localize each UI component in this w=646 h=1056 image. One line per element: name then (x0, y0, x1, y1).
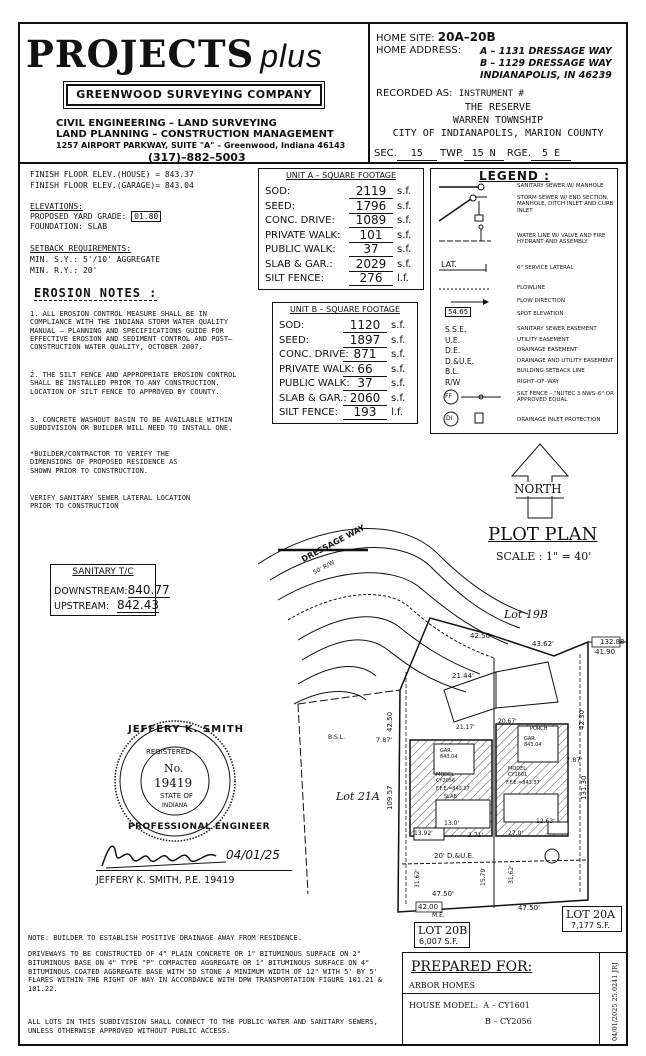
dim-130: 13.0' (444, 820, 460, 827)
legend-abbr-desc: BUILDING SETBACK LINE (517, 368, 585, 374)
company-name: GREENWOOD SURVEYING COMPANY (66, 84, 322, 106)
lot-20a-sf: 7,177 S.F. (571, 921, 610, 930)
signature-icon (96, 838, 236, 874)
unit-a-row-label: SILT FENCE: (265, 273, 324, 284)
prepared-for-box (402, 952, 628, 1046)
legend-abbr-code: B.L. (445, 367, 460, 376)
dim-13130: 131.30 (580, 775, 588, 800)
me-label: M.E. (432, 912, 445, 919)
unit-b-row (273, 407, 417, 421)
ffe-garage: FINISH FLOOR ELEV.(GARAGE)= 843.04 (30, 181, 194, 190)
unit-b-row-value: 193 (343, 405, 387, 420)
erosion-note-5: VERIFY SANITARY SEWER LATERAL LOCATION PRIOR TO CONSTRUCTION (30, 494, 191, 511)
unit-a-row (259, 256, 423, 273)
unit-a-row-value: 2119 (349, 184, 393, 199)
legend-ff-symbol: FF (445, 393, 452, 400)
downstream: DOWNSTREAM:840.77 (54, 583, 170, 597)
dim-2117: 21.17' (456, 724, 475, 731)
dim-2571: 2.71' (468, 832, 484, 839)
site-info-block (368, 22, 628, 164)
dim-4362: 43.62' (532, 640, 554, 648)
erosion-heading: EROSION NOTES : (34, 286, 158, 300)
unit-a-row (259, 273, 423, 287)
legend-abbr-code: S.S.E. (445, 325, 467, 334)
street-name: DRESSAGE WAY (300, 523, 367, 564)
sanitary-box (50, 564, 170, 616)
lot-20b-sf: 6,007 S.F. (419, 937, 458, 946)
dim-270: 27.0' (508, 830, 524, 837)
company-block (18, 22, 370, 164)
unit-b-row-label: CONC. DRIVE: (279, 349, 349, 360)
seal-state: INDIANA (162, 802, 188, 809)
ffe-house: FINISH FLOOR ELEV.(HOUSE) = 843.37 (30, 170, 194, 179)
unit-b-row-label: SLAB & GAR.: (279, 392, 347, 404)
seal-number: 19419 (154, 776, 193, 790)
min-rear-yard: MIN. R.Y.: 20' (30, 266, 98, 275)
legend-abbr-desc: UTILITY EASEMENT (517, 336, 570, 343)
home-address-a: A – 1131 DRESSAGE WAY (480, 46, 612, 57)
unit-a-row (259, 227, 423, 244)
brand-logo: PROJECTS plus (26, 32, 323, 76)
dim-4750a: 47.50' (432, 890, 454, 898)
home-address-b: B – 1129 DRESSAGE WAY (480, 58, 612, 69)
due-label: 20' D.&U.E. (434, 852, 475, 860)
foundation: FOUNDATION: SLAB (30, 222, 108, 231)
prepared-stamp: 04/01/2025 25.0241 JRJ (611, 962, 619, 1041)
company-phone: (317)–882–5003 (148, 151, 246, 164)
legend-abbr-desc: DRAINAGE EASEMENT (517, 347, 578, 353)
unit-a-row-unit: l.f. (397, 273, 409, 284)
signature-date: 04/01/25 (226, 848, 280, 862)
legend-abbr-code: R/W (445, 377, 461, 387)
erosion-note-4: *BUILDER/CONTRACTOR TO VERIFY THE DIMENSIONS OF PROPOSED RESIDENCE AS SHOWN PRIOR TO CONSTRUCTION. (30, 450, 178, 475)
seal-no: No. (164, 762, 184, 775)
legend-title: LEGEND : (479, 169, 550, 183)
township-name: WARREN TOWNSHIP (452, 115, 544, 126)
bsl-label: B.S.L. (328, 734, 345, 741)
legend-service-lateral: 6" SERVICE LATERAL (517, 265, 574, 271)
street-rw: 50' R/W (312, 559, 336, 577)
model-a: MODEL: CY2056 (436, 772, 456, 784)
unit-a-row (259, 186, 423, 200)
services-line-1: CIVIL ENGINEERING – LAND SURVEYING (56, 118, 277, 129)
legend-abbr-code: D.E. (445, 346, 461, 355)
unit-a-row-value: 101 (349, 228, 393, 243)
unit-a-row (259, 198, 423, 215)
legend-flowline: FLOWLINE (517, 285, 546, 291)
elevations-heading: ELEVATIONS: (30, 202, 83, 211)
legend-flow-direction: FLOW DIRECTION (517, 298, 565, 304)
dim-1263: 12.63' (536, 818, 555, 825)
unit-a-row (259, 215, 423, 229)
unit-b-row-value: 871 (343, 347, 387, 362)
lot-21a: Lot 21A (336, 790, 380, 803)
porch-label: PORCH (530, 726, 548, 732)
unit-b-row-unit: l.f. (391, 407, 403, 418)
seal-name: JEFFERY K. SMITH (128, 724, 245, 735)
prepared-builder: ARBOR HOMES (409, 981, 475, 990)
gar-b: GAR. 843.04 (524, 736, 542, 748)
unit-b-row-unit: s.f. (391, 320, 406, 331)
dim-4230: 42.30 (578, 709, 586, 730)
dim-1392: 13.92' (414, 830, 433, 837)
legend-drainage-inlet: DRAINAGE INLET PROTECTION (517, 417, 601, 423)
plot-plan-scale: SCALE : 1" = 40' (496, 550, 592, 563)
erosion-note-2: 2. THE SILT FENCE AND APPROPRIATE EROSION CONTROL SHALL BE INSTALLED PRIOR TO ANY CONSTRUCTION. LOCATION OF SILT FENCE TO APPROVED BY COUNTY. (30, 371, 237, 396)
unit-b-title: UNIT B – SQUARE FOOTAGE (289, 305, 401, 314)
legend-silt-fence: SILT FENCE – "NUTEC 3 NWS–6" OR APPROVED EQUAL (517, 391, 614, 404)
services-line-2: LAND PLANNING – CONSTRUCTION MANAGEMENT (56, 129, 334, 140)
note-driveways: DRIVEWAYS TO BE CONSTRUCTED OF 4" PLAIN CONCRETE OR 1" BITUMINOUS SURFACE ON 2" BITUMINOUS BASE ON 4" TYPE "P" COMPACTED AGGREGATE OR 1" BITUMINOUS SURFACE ON 4" BITUMINOUS COATED AGGREGATE BASE WITH 5D STONE A MINIMUM WIDTH OF 12" WITH 5' BY 5' FLARES WITHIN THE RIGHT OF WAY IN ACCORDANCE WITH DPW TRANSPORTATION FIGURE 101.21 & 101.22. (28, 950, 383, 993)
section-township-range: SEC. 15 TWP. 15 N RGE. 5 E (374, 148, 571, 161)
unit-b-row-unit: s.f. (391, 392, 406, 404)
min-side-yard: MIN. S.Y.: 5'/10' AGGREGATE (30, 255, 161, 264)
company-address: 1257 AIRPORT PARKWAY, SUITE "A" – Greenwood, Indiana 46143 (56, 141, 346, 150)
sanitary-title: SANITARY T/C (72, 567, 134, 577)
city-county: CITY OF INDIANAPOLIS, MARION COUNTY (392, 128, 604, 139)
unit-b-row-value: 37 (343, 376, 387, 391)
subdivision-name: THE RESERVE (464, 102, 532, 113)
legend-lat: LAT. (441, 260, 457, 269)
legend-spot-elevation: SPOT ELEVATION (517, 311, 564, 317)
signature-name: JEFFERY K. SMITH, P.E. 19419 (96, 875, 235, 886)
unit-a-row-value: 276 (349, 271, 393, 286)
unit-b-row-value: 1120 (343, 318, 387, 333)
unit-a-table (258, 168, 424, 290)
prepared-model-b: B – CY2056 (485, 1017, 532, 1026)
home-address-label: HOME ADDRESS: (376, 45, 462, 56)
lot-20b-label: LOT 20B (418, 924, 468, 937)
unit-b-row-label: PRIVATE WALK: (279, 363, 355, 375)
slab-label: SLAB (444, 794, 457, 800)
ffe-b: F.F.E.=843.37 (506, 780, 540, 786)
unit-b-row-value: 2060 (343, 391, 387, 406)
yard-grade: PROPOSED YARD GRADE: 01.80 (30, 212, 161, 221)
home-address-city: INDIANAPOLIS, IN 46239 (480, 70, 612, 81)
dim-2144: 21.44' (452, 672, 474, 680)
legend-abbr-desc: SANITARY SEWER EASEMENT (517, 326, 597, 332)
unit-b-row-value: 66 (343, 362, 387, 377)
legend-storm-sewer: STORM SEWER W/ END SECTION, MANHOLE, DITCH INLET AND CURB INLET (517, 195, 614, 214)
prepared-stamp-divider (599, 953, 600, 1045)
unit-a-row-value: 37 (349, 242, 393, 257)
prepared-title: PREPARED FOR: (411, 959, 533, 975)
dim-4190: 41.90 (595, 648, 616, 656)
plot-plan-drawing (258, 494, 628, 930)
unit-b-row-unit: s.f. (391, 363, 406, 375)
dim-3162b: 31.62' (508, 865, 515, 884)
dim-10957: 109.57 (386, 785, 394, 810)
unit-a-row-unit: s.f. (397, 229, 412, 241)
legend-abbr-code: D.&U.E. (445, 356, 475, 366)
unit-a-row-value: 2029 (349, 257, 393, 272)
unit-a-row-unit: s.f. (397, 244, 412, 255)
unit-a-row-unit: s.f. (397, 258, 412, 270)
dim-3162a: 31.62' (414, 869, 421, 888)
unit-a-row-value: 1796 (349, 199, 393, 214)
unit-b-row-label: PUBLIC WALK: (279, 378, 350, 389)
unit-a-row-label: CONC. DRIVE: (265, 215, 335, 226)
unit-b-row-label: SILT FENCE: (279, 407, 338, 418)
unit-a-title: UNIT A – SQUARE FOOTAGE (285, 171, 397, 180)
ffe-a: F.F.E.=843.37 (436, 786, 470, 792)
seal-state-of: STATE OF (160, 792, 193, 800)
unit-a-row-value: 1089 (349, 213, 393, 228)
legend-di-symbol: DI (446, 415, 453, 422)
unit-a-row-label: SLAB & GAR.: (265, 258, 333, 270)
dim-787a: 7.87' (376, 736, 393, 744)
unit-a-row (259, 244, 423, 258)
north-label: NORTH (514, 482, 562, 496)
model-b: MODEL: CY1601 (508, 766, 528, 778)
seal-registered: REGISTERED (146, 748, 191, 756)
dim-4200: 42.00 (418, 903, 439, 911)
dim-4250: 42.50 (470, 632, 491, 640)
legend-abbr-code: U.E. (445, 335, 460, 345)
upstream: UPSTREAM: 842.43 (54, 598, 160, 612)
unit-a-row-label: PUBLIC WALK: (265, 244, 336, 255)
unit-b-row-unit: s.f. (391, 349, 406, 360)
legend-water-line: WATER LINE W/ VALVE AND FIRE HYDRANT AND ASSEMBLY (517, 233, 606, 246)
unit-a-row-unit: s.f. (397, 215, 412, 226)
lot-20a-label: LOT 20A (566, 908, 616, 921)
dim-4250b: 42.50 (386, 711, 394, 732)
dim-4750b: 47.50' (518, 904, 540, 912)
prepared-divider (403, 993, 599, 994)
unit-a-row-unit: s.f. (397, 200, 412, 212)
unit-a-row-label: PRIVATE WALK: (265, 229, 341, 241)
note-drainage: NOTE: BUILDER TO ESTABLISH POSITIVE DRAINAGE AWAY FROM RESIDENCE. (28, 934, 302, 942)
erosion-note-3: 3. CONCRETE WASHOUT BASIN TO BE AVAILABLE WITHIN SUBDIVISION OR BUILDER WILL NEED TO INSTALL ONE. (30, 416, 233, 433)
lot-20a-box (562, 906, 622, 932)
note-lots: ALL LOTS IN THIS SUBDIVISION SHALL CONNECT TO THE PUBLIC WATER AND SANITARY SEWERS, UNLESS OTHERWISE APPROVED WITHOUT PUBLIC ACCESS. (28, 1018, 378, 1035)
legend-san-sewer: SANITARY SEWER W/ MANHOLE (517, 183, 604, 189)
legend-spot-elev-value: 54.65 (445, 307, 471, 317)
erosion-note-1: 1. ALL EROSION CONTROL MEASURE SHALL BE IN COMPLIANCE WITH THE INDIANA STORM WATER QUALITY MANUAL – PLANNING AND SPECIFICATIONS GUIDE FOR EFFECTIVE EROSION AND SEDIMENT CONTROL AND POST–CONSTRUCTION WATER QUALITY, OCTOBER 2007. (30, 310, 233, 351)
legend-abbr-desc: DRAINAGE AND UTILITY EASEMENT (517, 357, 614, 364)
lot-19b: Lot 19B (504, 608, 548, 621)
dim-2067: 20.67' (498, 718, 517, 725)
dim-13288: 132.88 (600, 638, 625, 646)
unit-b-row-label: SOD: (279, 320, 305, 331)
unit-b-row-value: 1897 (343, 333, 387, 348)
unit-b-table (272, 302, 418, 424)
plot-plan-title: PLOT PLAN (488, 524, 598, 545)
dim-787b: 7.87' (566, 756, 583, 764)
legend-abbr-desc: RIGHT–OF–WAY (517, 378, 560, 385)
unit-b-row-label: SEED: (279, 334, 310, 346)
unit-a-row-label: SOD: (265, 186, 291, 197)
legend-box (430, 168, 618, 434)
recorded-as: RECORDED AS: INSTRUMENT # (376, 88, 524, 99)
dim-1579: 15.79' (480, 867, 487, 886)
prepared-model-a: HOUSE MODEL: A – CY1601 (409, 1001, 530, 1010)
seal-professional: PROFESSIONAL ENGINEER (128, 822, 271, 832)
unit-a-row-unit: s.f. (397, 186, 412, 197)
home-site: HOME SITE: 20A–20B (376, 30, 496, 44)
setback-heading: SETBACK REQUIREMENTS: (30, 244, 132, 253)
lot-20b-box (414, 922, 470, 948)
unit-b-row-unit: s.f. (391, 378, 406, 389)
gar-a: GAR. 843.04 (440, 748, 458, 760)
unit-a-row-label: SEED: (265, 200, 296, 212)
unit-b-row-unit: s.f. (391, 334, 406, 346)
